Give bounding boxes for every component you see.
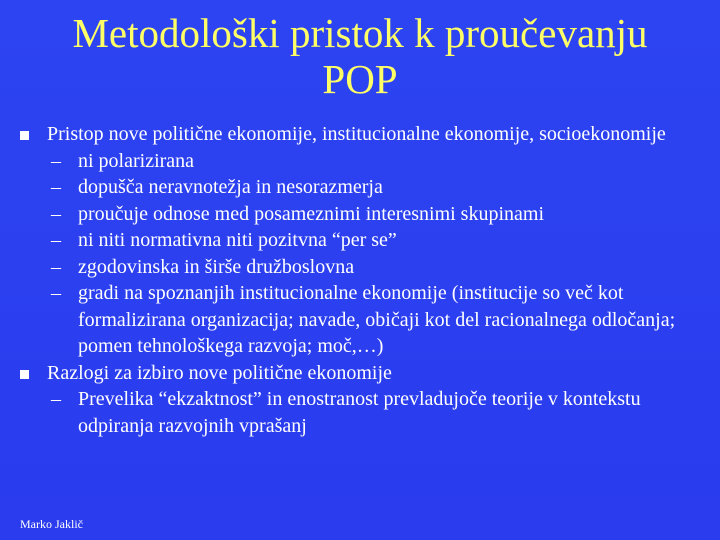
sub-bullet-item xyxy=(20,227,700,254)
dash-bullet-icon: – xyxy=(51,229,61,251)
square-bullet-icon xyxy=(20,131,29,140)
slide-content xyxy=(20,121,700,439)
sub-bullet-item xyxy=(20,174,700,201)
sub-bullet-text: Prevelika “ekzaktnost” in enostranost prevladujoče teorije v kontekstu odpiranja razvojnih vprašanj xyxy=(78,388,641,437)
footer-author: Marko Jaklič xyxy=(20,517,83,531)
bullet-text: Razlogi za izbiro nove politične ekonomije xyxy=(47,361,392,384)
dash-bullet-icon: – xyxy=(51,388,61,410)
sub-bullet-text: ni polarizirana xyxy=(78,149,195,172)
sub-bullet-item xyxy=(20,280,700,360)
dash-bullet-icon: – xyxy=(51,255,61,278)
bullet-item xyxy=(20,360,700,387)
slide-title xyxy=(0,10,720,102)
sub-bullet-text: zgodovinska in širše družboslovna xyxy=(78,255,355,278)
slide-title-line-1: Metodološki pristok k proučevanju xyxy=(72,10,648,56)
dash-bullet-icon: – xyxy=(51,149,61,172)
sub-bullet-item xyxy=(20,254,700,281)
bullet-text: Pristop nove politične ekonomije, institucionalne ekonomije, socioekonomije xyxy=(47,123,666,145)
sub-bullet-text: gradi na spoznanjih institucionalne ekonomije (institucije so več kot formalizirana organizacija; navade, običaji kot del racionalnega odločanja; pomen tehnološkega razvoja; moč,…) xyxy=(78,282,676,357)
dash-bullet-icon: – xyxy=(51,202,61,225)
square-bullet-icon xyxy=(20,370,29,379)
sub-bullet-text: dopušča neravnotežja in nesorazmerja xyxy=(78,176,383,198)
sub-bullet-text: proučuje odnose med posameznimi interesnimi skupinami xyxy=(78,202,545,225)
dash-bullet-icon: – xyxy=(51,176,61,198)
sub-bullet-item xyxy=(20,148,700,175)
dash-bullet-icon: – xyxy=(51,282,61,304)
sub-bullet-item xyxy=(20,386,700,439)
slide-title-line-2: POP xyxy=(322,56,398,102)
sub-bullet-text: ni niti normativna niti pozitvna “per se” xyxy=(78,229,397,251)
bullet-item xyxy=(20,121,700,148)
sub-bullet-item xyxy=(20,201,700,228)
